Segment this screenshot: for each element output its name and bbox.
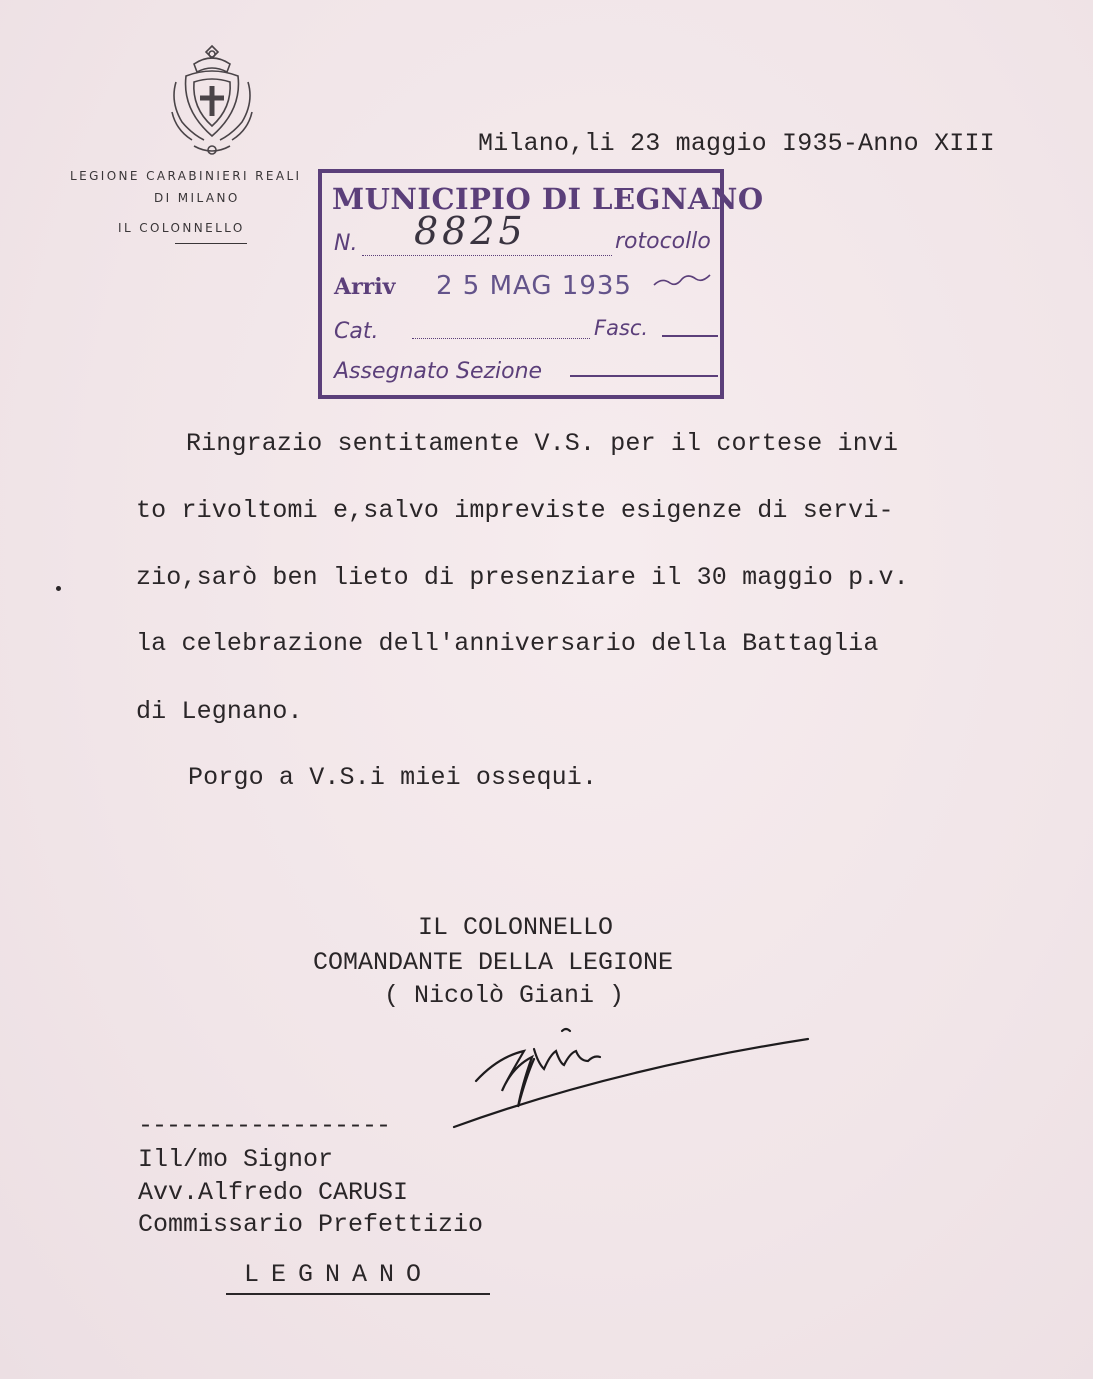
- stamp-number-line: [362, 255, 612, 256]
- recipient-salutation: Ill/mo Signor: [138, 1145, 334, 1174]
- stamp-mark-icon: [652, 273, 714, 289]
- letterhead-city: DI MILANO: [154, 191, 240, 205]
- letterhead-rank: IL COLONNELLO: [118, 221, 245, 235]
- stamp-category-label: Cat.: [334, 319, 379, 344]
- handwritten-signature: [450, 1015, 820, 1130]
- stamp-title: MUNICIPIO DI LEGNANO: [332, 182, 764, 216]
- stamp-protocol-label: rotocollo: [615, 229, 711, 254]
- letterhead-legion: LEGIONE CARABINIERI REALI: [70, 169, 302, 183]
- stamp-category-line: [412, 338, 590, 339]
- stamp-file-line: [662, 335, 718, 337]
- recipient-name: Avv.Alfredo CARUSI: [138, 1178, 409, 1207]
- signatory-role: COMANDANTE DELLA LEGIONE: [313, 948, 674, 977]
- stamp-assigned-label: Assegnato Sezione: [334, 359, 543, 384]
- stamp-protocol-number: 8825: [414, 209, 527, 253]
- stamp-number-label: N.: [334, 231, 358, 256]
- letterhead-divider: [175, 243, 247, 244]
- recipient-title: Commissario Prefettizio: [138, 1210, 484, 1239]
- signatory-name: ( Nicolò Giani ): [384, 981, 625, 1010]
- stamp-arrival-label: Arriv: [334, 274, 396, 300]
- closing-line: Porgo a V.S.i miei ossequi.: [188, 763, 598, 792]
- separator-line: ------------------: [138, 1111, 391, 1140]
- body-line-4: la celebrazione dell'anniversario della Battaglia: [136, 629, 879, 658]
- stamp-arrival-date: 2 5 MAG 1935: [436, 271, 632, 301]
- body-line-3: zio,sarò ben lieto di presenziare il 30 maggio p.v.: [136, 563, 909, 592]
- city-underline: [226, 1293, 490, 1295]
- recipient-city: LEGNANO: [244, 1260, 434, 1289]
- margin-dot: [56, 586, 61, 591]
- dateline: Milano,li 23 maggio I935-Anno XIII: [478, 129, 995, 158]
- body-line-2: to rivoltomi e,salvo impreviste esigenze di servi-: [136, 496, 894, 525]
- signatory-title: IL COLONNELLO: [418, 913, 614, 942]
- body-line-5: di Legnano.: [136, 697, 303, 726]
- body-line-1: Ringrazio sentitamente V.S. per il cortese invi: [186, 429, 899, 458]
- stamp-file-label: Fasc.: [594, 316, 649, 340]
- royal-crest-icon: [164, 42, 260, 158]
- reception-stamp: [318, 169, 764, 399]
- stamp-assigned-line: [570, 375, 718, 377]
